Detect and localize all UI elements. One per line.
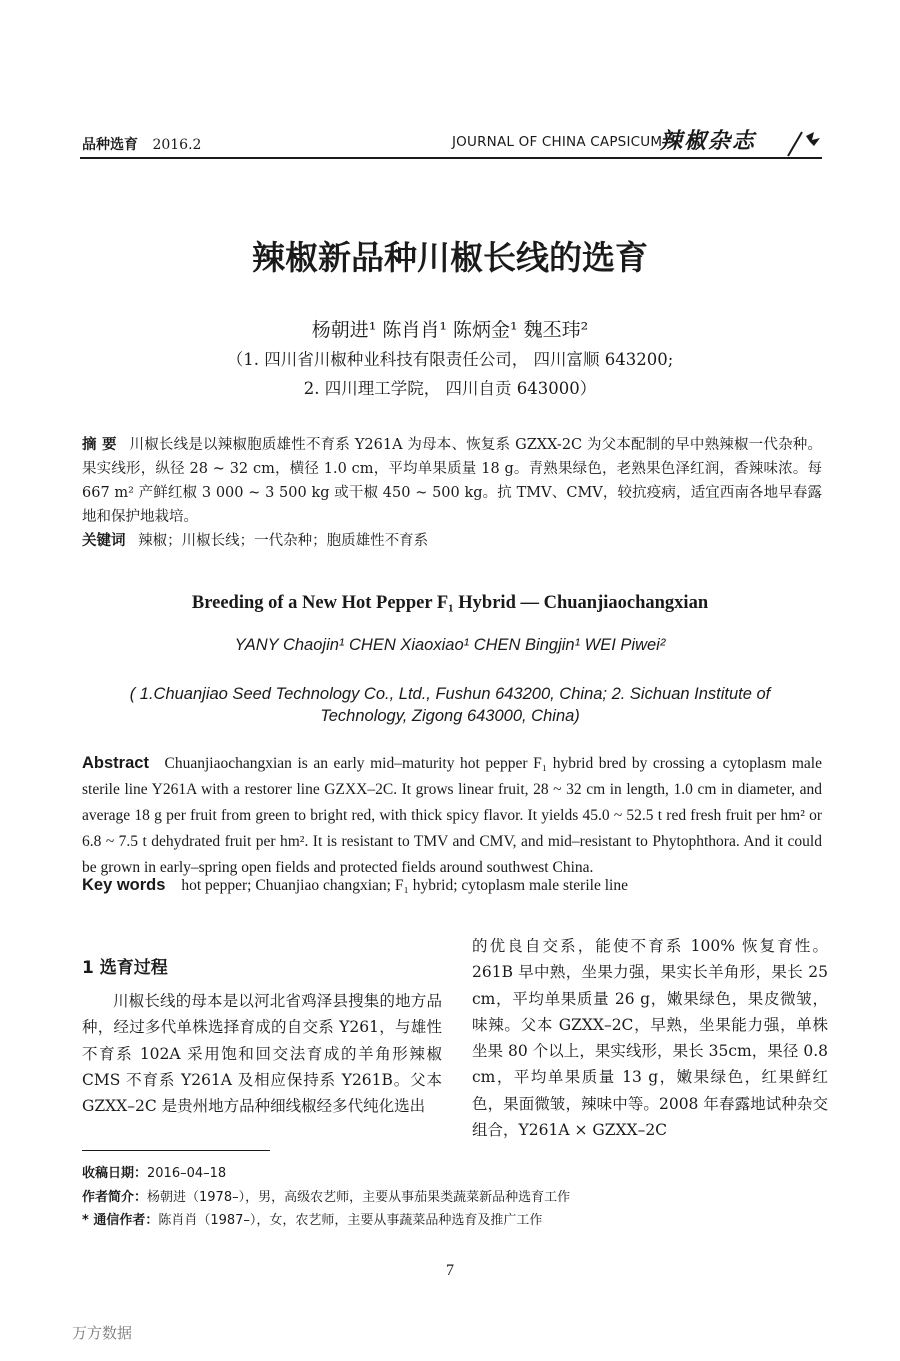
abstract-en [82, 750, 822, 881]
english-authors: YANY Chaojin¹ CHEN Xiaoxiao¹ CHEN Bingjin¹ WEI Piwei² [234, 636, 666, 654]
section-heading: 1 选育过程 [82, 958, 168, 978]
keywords-cn-text: 辣椒；川椒长线；一代杂种；胞质雄性不育系 [138, 533, 429, 549]
footnote-corresponding [82, 1209, 542, 1228]
keywords-cn [82, 529, 822, 553]
header-rule [80, 157, 822, 159]
journal-logo: 辣椒杂志 [660, 128, 757, 154]
footnote-received-label: 收稿日期： [82, 1166, 148, 1181]
affiliation-2: 2. 四川理工学院， 四川自贡 643000） [303, 379, 597, 398]
abstract-en-text: Chuanjiaochangxian is an early mid–maturity hot pepper F₁ hybrid bred by crossing a cytoplasm male sterile line Y261A with a restorer line GZXX–2C. It grows linear fruit, 28 ~ 32 cm in length, 1.0 cm in diameter, and average 18 g per fruit from green to bright red, with thick spicy flavor. It yields 45.0 ~ 52.5 t red fresh fruit per hm² or 6.8 ~ 7.5 t dehydrated fruit per hm². It is resistant to TMV and CMV, and mid–resistant to Phytophthora. And it could be grown in early–spring open fields and protected fields around southwest China. [82, 755, 822, 876]
footnote-author-text: 杨朝进（1978–），男，高级农艺师，主要从事茄果类蔬菜新品种选育工作 [147, 1190, 571, 1205]
footnote-corresponding-label: * 通信作者： [82, 1213, 159, 1228]
english-affiliation: ( 1.Chuanjiao Seed Technology Co., Ltd., Fushun 643200, China; 2. Sichuan Institute of Technology, Zigong 643000, China) [129, 685, 771, 725]
body-right-column: 的优良自交系，能使不育系 100% 恢复育性。261B 早中熟，坐果力强，果实长羊角形，果长 25 cm，平均单果质量 26 g，嫩果绿色，果皮微皱，味辣。父本 GZXX–2C，早熟，坐果能力强，单株坐果 80 个以上，果实线形，果长 35cm，果径 0.8 cm，平均单果质量 13 g，嫩果绿色，红果鲜红色，果面微皱，辣味中等。2008 年春露地试种杂交组合，Y261A × GZXX–2C [472, 937, 828, 1140]
keywords-cn-label: 关键词 [82, 533, 126, 549]
english-title: Breeding of a New Hot Pepper F₁ Hybrid — Chuanjiaochangxian [191, 593, 709, 613]
abstract-cn [82, 433, 822, 529]
keywords-en-text: hot pepper; Chuanjiao changxian; F₁ hybrid; cytoplasm male sterile line [181, 877, 628, 894]
keywords-en [82, 876, 822, 895]
journal-name-en: JOURNAL OF CHINA CAPSICUM [452, 134, 663, 150]
page-number: 7 [446, 1262, 454, 1279]
footnote-received-date: 2016–04–18 [147, 1166, 227, 1181]
footnote-rule [82, 1150, 270, 1151]
abstract-cn-label: 摘 要 [82, 437, 117, 453]
article-title: 辣椒新品种川椒长线的选育 [252, 238, 648, 277]
abstract-cn-text: 川椒长线是以辣椒胞质雄性不育系 Y261A 为母本、恢复系 GZXX-2C 为父本配制的早中熟辣椒一代杂种。果实线形，纵径 28 ~ 32 cm，横径 1.0 cm，平均单果质量 18 g。青熟果绿色，老熟果色泽红润，香辣味浓。每 667 m² 产鲜红椒 3 000 ~ 3 500 kg 或干椒 450 ~ 500 kg。抗 TMV、CMV，较抗疫病，适宜西南各地早春露地和保护地栽培。 [82, 437, 823, 525]
footnote-received [82, 1162, 226, 1181]
author-list: 杨朝进¹ 陈肖肖¹ 陈炳金¹ 魏丕玮² [311, 319, 589, 341]
issue-number: 2016.2 [152, 137, 202, 153]
column-name: 品种选育 [82, 137, 138, 153]
footnote-corresponding-text: 陈肖肖（1987–），女，农艺师，主要从事蔬菜品种选育及推广工作 [158, 1213, 543, 1228]
running-header-left [82, 134, 201, 154]
keywords-en-label: Key words [82, 876, 166, 894]
affiliation-1: （1. 四川省川椒种业科技有限责任公司， 四川富顺 643200; [226, 350, 674, 369]
abstract-en-label: Abstract [82, 754, 149, 772]
footnote-author [82, 1186, 570, 1205]
watermark: 万方数据 [72, 1324, 133, 1342]
journal-logo-mark [784, 128, 824, 158]
footnote-author-label: 作者简介： [82, 1190, 148, 1205]
body-left-column: 川椒长线的母本是以河北省鸡泽县搜集的地方品种，经过多代单株选择育成的自交系 Y261，与雄性不育系 102A 采用饱和回交法育成的羊角形辣椒 CMS 不育系 Y261A 及相应保持系 Y261B。父本 GZXX–2C 是贵州地方品种细线椒经多代纯化选出 [82, 992, 442, 1116]
